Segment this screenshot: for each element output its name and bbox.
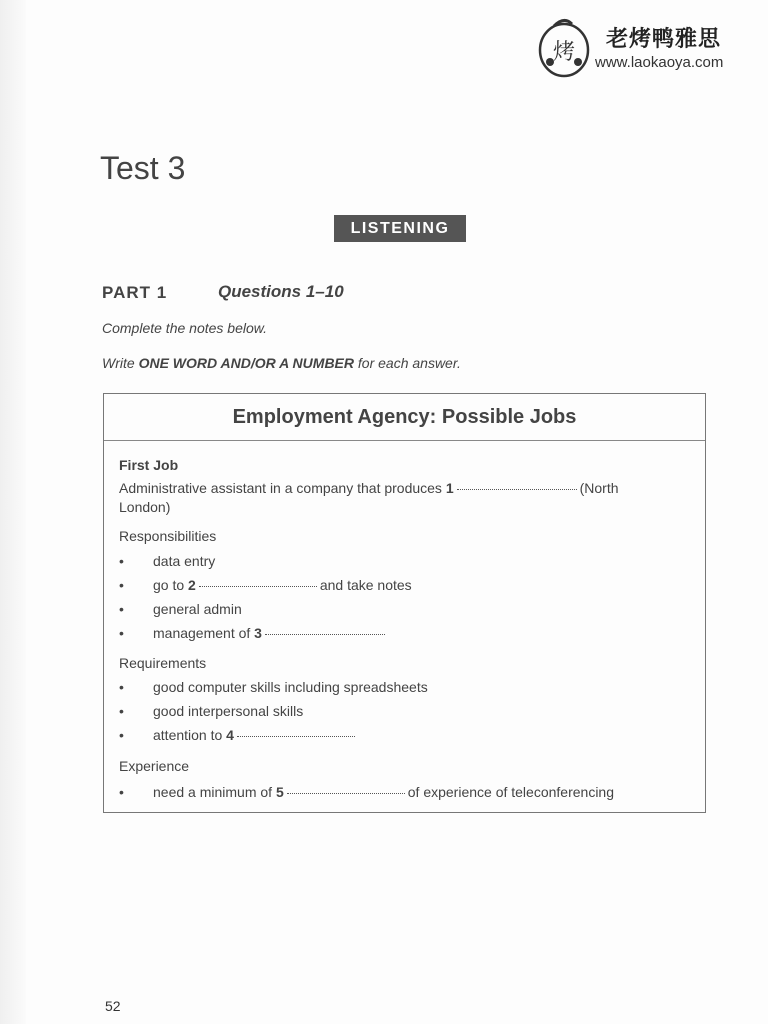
bullet-icon: • [119,577,124,593]
first-job-line1 [119,480,619,496]
question-number-2: 2 [188,577,196,593]
brand-logo[interactable] [536,16,756,86]
item-text: general admin [153,601,242,617]
notes-box [103,393,706,813]
bullet-icon: • [119,703,124,719]
logo-text: 老烤鸭雅思 [606,27,722,52]
item-text: data entry [153,553,216,569]
test-title: Test 3 [100,150,186,186]
list-item [153,601,242,617]
instruction-complete: Complete the notes below. [102,320,267,336]
bullet-icon: • [119,601,124,617]
question-number-3: 3 [254,625,262,641]
answer-gap-1[interactable] [457,489,577,490]
duck-logo-icon [536,16,592,80]
logo-char: 烤 [552,40,576,65]
bullet-icon: • [119,784,124,800]
first-job-after: (North [579,480,619,496]
experience-heading: Experience [119,758,190,774]
item-text: good interpersonal skills [153,703,304,719]
item-text: go to [153,577,189,593]
first-job-text: Administrative assistant in a company that produces [119,480,446,496]
item-after: of experience of teleconferencing [407,784,614,800]
item-after: and take notes [319,577,412,593]
instruction-word-limit [102,355,461,371]
bullet-icon: • [119,553,124,569]
question-number-1: 1 [445,480,454,496]
list-item [153,703,303,719]
instruction-suffix: for each answer. [354,355,461,371]
item-text: need a minimum of [153,784,276,800]
list-item [153,784,614,800]
responsibilities-heading: Responsibilities [119,528,217,544]
answer-gap-4[interactable] [237,736,355,737]
list-item [153,679,428,695]
item-text: management of [153,625,255,641]
list-item [153,553,215,569]
page-number: 52 [105,998,121,1014]
answer-gap-5[interactable] [287,793,405,794]
notes-title: Employment Agency: Possible Jobs [104,394,705,441]
bullet-icon: • [119,727,124,743]
section-badge: LISTENING [334,215,466,242]
instruction-bold: ONE WORD AND/OR A NUMBER [138,355,354,371]
item-text: good computer skills including spreadsheets [153,679,428,695]
questions-label: Questions 1–10 [218,282,344,301]
list-item [153,727,358,743]
instruction-prefix: Write [102,355,139,371]
list-item [153,577,412,593]
question-number-4: 4 [226,727,234,743]
item-text: attention to [153,727,227,743]
answer-gap-3[interactable] [265,634,385,635]
first-job-line2: London) [119,499,171,515]
list-item [153,625,388,641]
first-job-heading: First Job [119,457,179,473]
requirements-heading: Requirements [119,655,207,671]
part-label: PART 1 [102,283,168,302]
question-number-5: 5 [275,784,284,800]
bullet-icon: • [119,625,124,641]
website-link[interactable]: www.laokaoya.com [595,54,724,71]
binding-gutter [0,0,26,1024]
bullet-icon: • [119,679,124,695]
answer-gap-2[interactable] [199,586,317,587]
